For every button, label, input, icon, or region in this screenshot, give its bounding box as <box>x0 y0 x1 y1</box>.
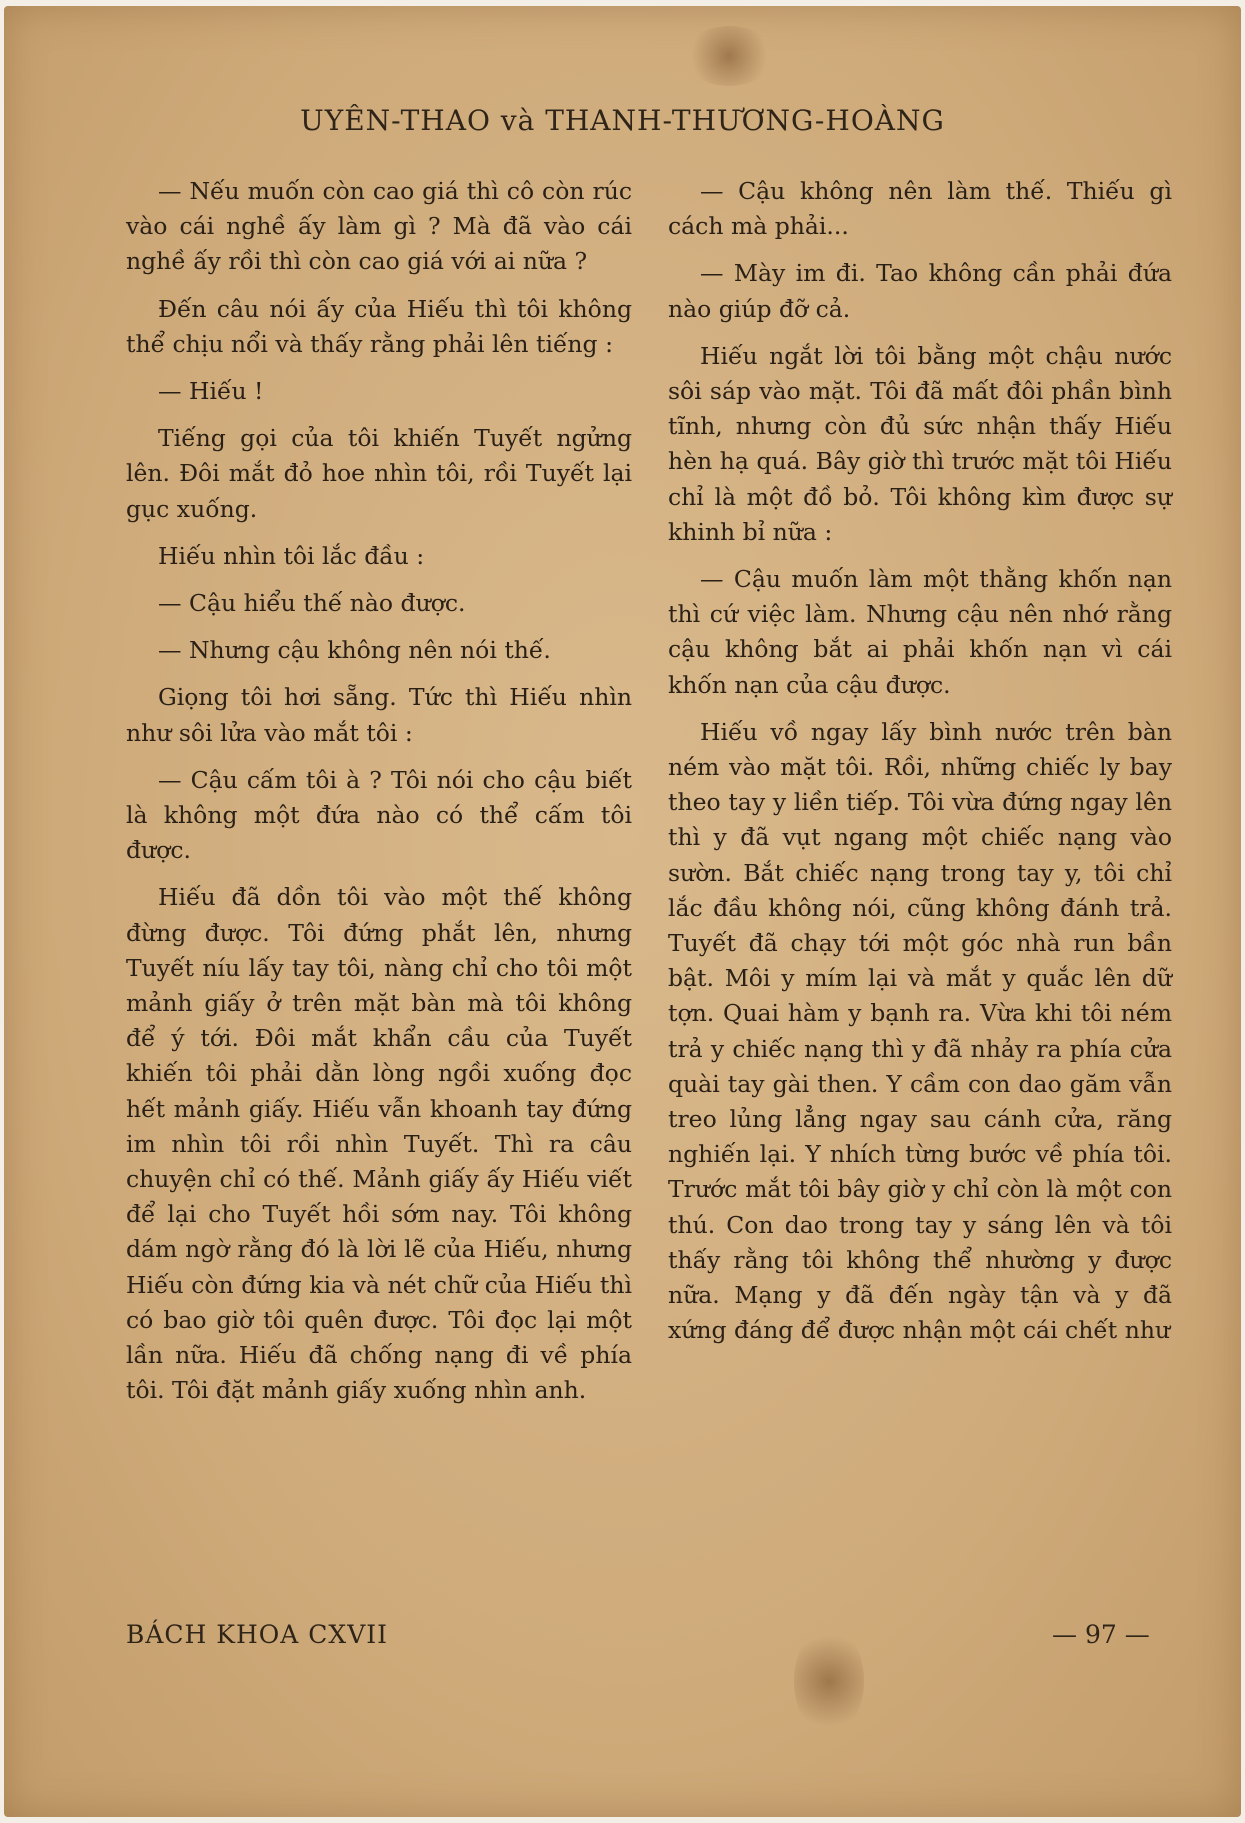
left-paragraph-10: Hiếu đã dồn tôi vào một thế không đừng được. Tôi đứng phắt lên, nhưng Tuyết níu lấy tay tôi, nàng chỉ cho tôi một mảnh giấy ở trên mặt bàn mà tôi không để ý tới. Đôi mắt khẩn cầu của Tuyết khiến tôi phải dằn lòng ngồi xuống đọc hết mảnh giấy. Hiếu vẫn khoanh tay đứng im nhìn tôi rồi nhìn Tuyết. Thì ra câu chuyện chỉ có thế. Mảnh giấy ấy Hiếu viết để lại cho Tuyết hồi sớm nay. Tôi không dám ngờ rằng đó là lời lẽ của Hiếu, nhưng Hiếu còn đứng kia và nét chữ của Hiếu thì có bao giờ tôi quên được. Tôi đọc lại một lần nữa. Hiếu đã chống nạng đi về phía tôi. Tôi đặt mảnh giấy xuống nhìn anh. <box>126 883 632 1405</box>
left-paragraph-2: Đến câu nói ấy của Hiếu thì tôi không thể chịu nổi và thấy rằng phải lên tiếng : <box>126 294 632 358</box>
left-paragraph-3: — Hiếu ! <box>158 377 264 406</box>
page-number: — 97 — <box>1052 1620 1150 1649</box>
magazine-issue: BÁCH KHOA CXVII <box>126 1620 389 1649</box>
running-header: UYÊN-THAO và THANH-THƯƠNG-HOÀNG <box>300 104 945 137</box>
left-paragraph-9: — Cậu cấm tôi à ? Tôi nói cho cậu biết là không một đứa nào có thể cấm tôi được. <box>126 765 632 865</box>
right-paragraph-5: Hiếu vồ ngay lấy bình nước trên bàn ném vào mặt tôi. Rồi, những chiếc ly bay theo tay y liền tiếp. Tôi vừa đứng ngay lên thì y đã vụt ngang một chiếc nạng vào sườn. Bắt chiếc nạng trong tay y, tôi chỉ lắc đầu không nói, cũng không đánh trả. Tuyết đã chạy tới một góc nhà run bần bật. Môi y mím lại và mắt y quắc lên dữ tợn. Quai hàm y bạnh ra. Vừa khi tôi ném trả y chiếc nạng thì y đã nhảy ra phía cửa quài tay gài then. Y cầm con dao găm vẫn treo lủng lẳng ngay sau cánh cửa, răng nghiến lại. Y nhích từng bước về phía tôi. Trước mắt tôi bây giờ y chỉ còn là một con thú. Con dao trong tay y sáng lên và tôi thấy rằng tôi không thể nhường y được nữa. Mạng y đã đến ngày tận và y đã xứng đáng để được nhận một cái chết như <box>668 717 1172 1345</box>
left-paragraph-4: Tiếng gọi của tôi khiến Tuyết ngửng lên. Đôi mắt đỏ hoe nhìn tôi, rồi Tuyết lại gục xuống. <box>126 424 632 523</box>
left-paragraph-8: Giọng tôi hơi sẵng. Tức thì Hiếu nhìn như sôi lửa vào mắt tôi : <box>126 683 632 747</box>
left-paragraph-7: — Nhưng cậu không nên nói thế. <box>158 636 551 665</box>
right-column <box>668 174 1172 1361</box>
right-paragraph-1: — Cậu không nên làm thế. Thiếu gì cách mà phải... <box>668 177 1172 241</box>
scanned-page <box>4 6 1241 1817</box>
right-paragraph-3: Hiếu ngắt lời tôi bằng một chậu nước sôi sáp vào mặt. Tôi đã mất đôi phần bình tĩnh, nhưng còn đủ sức nhận thấy Hiếu hèn hạ quá. Bây giờ thì trước mặt tôi Hiếu chỉ là một đồ bỏ. Tôi không kìm được sự khinh bỉ nữa : <box>668 341 1172 546</box>
stain-bottom <box>794 1626 864 1736</box>
left-paragraph-6: — Cậu hiểu thế nào được. <box>158 589 466 618</box>
left-paragraph-1: — Nếu muốn còn cao giá thì cô còn rúc vào cái nghề ấy làm gì ? Mà đã vào cái nghề ấy rồi thì còn cao giá với ai nữa ? <box>126 177 632 276</box>
right-paragraph-4: — Cậu muốn làm một thằng khốn nạn thì cứ việc làm. Nhưng cậu nên nhớ rằng cậu không bắt ai phải khốn nạn vì cái khốn nạn của cậu được. <box>668 565 1172 699</box>
left-paragraph-5: Hiếu nhìn tôi lắc đầu : <box>158 541 425 570</box>
right-paragraph-2: — Mày im đi. Tao không cần phải đứa nào giúp đỡ cả. <box>668 259 1172 323</box>
left-column <box>126 174 632 1421</box>
stain-top <box>684 26 774 86</box>
